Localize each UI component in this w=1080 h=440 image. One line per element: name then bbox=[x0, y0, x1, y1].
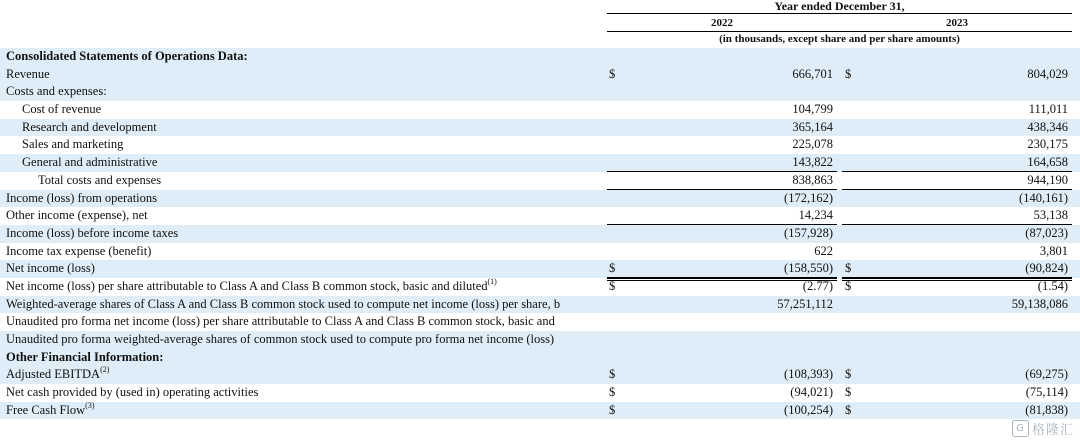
currency-symbol-2023: $ bbox=[845, 385, 852, 400]
row-label: Total costs and expenses bbox=[38, 172, 162, 187]
currency-symbol-2023: $ bbox=[845, 261, 852, 276]
table-row bbox=[0, 48, 1080, 66]
watermark-logo bbox=[1012, 419, 1074, 438]
table-row bbox=[0, 296, 1080, 314]
value-2023: 111,011 bbox=[1028, 102, 1068, 117]
value-2022: 622 bbox=[814, 243, 833, 258]
currency-symbol-2023: $ bbox=[845, 66, 852, 81]
value-2022: 838,863 bbox=[792, 172, 833, 187]
value-2023: 3,801 bbox=[1039, 243, 1068, 258]
currency-symbol-2022: $ bbox=[609, 402, 616, 417]
value-2023: (75,114) bbox=[1025, 385, 1068, 400]
value-2023: (81,838) bbox=[1025, 402, 1068, 417]
table-row bbox=[0, 83, 1080, 101]
row-label: Cost of revenue bbox=[22, 102, 102, 117]
row-label: General and administrative bbox=[22, 155, 158, 170]
value-2022: 666,701 bbox=[792, 66, 833, 81]
currency-symbol-2022: $ bbox=[609, 278, 616, 293]
row-label: Weighted-average shares of Class A and Class B common stock used to compute net income (loss) per share, b bbox=[6, 296, 561, 311]
footnote-marker: (3) bbox=[85, 401, 95, 410]
value-2023: (69,275) bbox=[1025, 367, 1068, 382]
table-row bbox=[0, 313, 1080, 331]
value-2022: 225,078 bbox=[792, 137, 833, 152]
period-header: Year ended December 31, bbox=[607, 0, 1072, 14]
value-2022: (100,254) bbox=[784, 402, 833, 417]
value-2022: (108,393) bbox=[784, 367, 833, 382]
watermark-text: 格隆汇 bbox=[1031, 423, 1074, 438]
units-note: (in thousands, except share and per share amounts) bbox=[607, 31, 1072, 47]
table-row bbox=[0, 384, 1080, 402]
table-row bbox=[0, 366, 1080, 384]
row-label: Other Financial Information: bbox=[6, 349, 164, 364]
row-label: Income (loss) before income taxes bbox=[6, 225, 179, 240]
value-2023: (87,023) bbox=[1025, 225, 1068, 240]
table-row bbox=[0, 402, 1080, 420]
value-2022: (158,550) bbox=[784, 261, 833, 276]
value-2023: 230,175 bbox=[1027, 137, 1068, 152]
table-row bbox=[0, 190, 1080, 208]
value-2022: (2.77) bbox=[802, 278, 833, 293]
year-2022-header: 2022 bbox=[711, 17, 733, 29]
value-2023: (90,824) bbox=[1025, 261, 1068, 276]
table-row bbox=[0, 260, 1080, 278]
table-row bbox=[0, 136, 1080, 154]
currency-symbol-2023: $ bbox=[845, 402, 852, 417]
table-row bbox=[0, 225, 1080, 243]
footnote-marker: (1) bbox=[487, 277, 497, 286]
table-row bbox=[0, 154, 1080, 172]
value-2023: 53,138 bbox=[1033, 208, 1068, 223]
value-2022: (94,021) bbox=[790, 385, 833, 400]
row-label: Income (loss) from operations bbox=[6, 190, 158, 205]
value-2022: (157,928) bbox=[784, 225, 833, 240]
row-label: Net income (loss) per share attributable to Class A and Class B common stock, basic and diluted$^{(1)}$ bbox=[6, 277, 497, 293]
total-rule bbox=[607, 278, 837, 279]
value-2022: 104,799 bbox=[792, 102, 833, 117]
value-2022: 57,251,112 bbox=[777, 296, 833, 311]
row-label: Unaudited pro forma net income (loss) per share attributable to Class A and Class B common stock, basic and bbox=[6, 314, 555, 329]
table-row bbox=[0, 101, 1080, 119]
value-2022: (172,162) bbox=[784, 190, 833, 205]
row-label: Income tax expense (benefit) bbox=[6, 243, 152, 258]
value-2023: 59,138,086 bbox=[1011, 296, 1068, 311]
currency-symbol-2022: $ bbox=[609, 66, 616, 81]
total-rule bbox=[842, 278, 1072, 279]
table-row bbox=[0, 119, 1080, 137]
table-row bbox=[0, 349, 1080, 367]
watermark-box-icon: G bbox=[1012, 420, 1029, 437]
row-label: Adjusted EBITDA$^{(2)}$ bbox=[6, 366, 110, 382]
currency-symbol-2022: $ bbox=[609, 367, 616, 382]
currency-symbol-2022: $ bbox=[609, 385, 616, 400]
row-label: Free Cash Flow$^{(3)}$ bbox=[6, 401, 95, 417]
row-label: Unaudited pro forma weighted-average shares of common stock used to compute pro forma net income (loss) bbox=[6, 332, 555, 346]
currency-symbol-2022: $ bbox=[609, 261, 616, 276]
row-label: Research and development bbox=[22, 119, 157, 134]
row-label: Net income (loss) bbox=[6, 261, 95, 276]
value-2023: 438,346 bbox=[1027, 119, 1068, 134]
table-row bbox=[0, 243, 1080, 261]
row-label: Other income (expense), net bbox=[6, 208, 148, 223]
year-2023-header: 2023 bbox=[946, 17, 968, 29]
value-2022: 365,164 bbox=[792, 119, 833, 134]
row-label: Costs and expenses: bbox=[6, 84, 107, 99]
footnote-marker: (2) bbox=[100, 366, 110, 375]
row-label: Consolidated Statements of Operations Data: bbox=[6, 49, 248, 63]
value-2023: (1.54) bbox=[1037, 278, 1068, 293]
currency-symbol-2023: $ bbox=[845, 367, 852, 382]
value-2023: (140,161) bbox=[1019, 190, 1068, 205]
table-row bbox=[0, 278, 1080, 296]
table-row bbox=[0, 207, 1080, 225]
value-2022: 143,822 bbox=[792, 155, 833, 170]
value-2023: 944,190 bbox=[1027, 172, 1068, 187]
table-row bbox=[0, 66, 1080, 84]
row-label: Sales and marketing bbox=[22, 137, 124, 152]
table-row bbox=[0, 172, 1080, 190]
value-2023: 164,658 bbox=[1027, 155, 1068, 170]
row-label: Revenue bbox=[6, 66, 50, 81]
row-label: Net cash provided by (used in) operating activities bbox=[6, 385, 259, 400]
operations-data-table bbox=[0, 48, 1080, 419]
currency-symbol-2023: $ bbox=[845, 278, 852, 293]
value-2023: 804,029 bbox=[1027, 66, 1068, 81]
value-2022: 14,234 bbox=[798, 208, 833, 223]
table-row bbox=[0, 331, 1080, 349]
